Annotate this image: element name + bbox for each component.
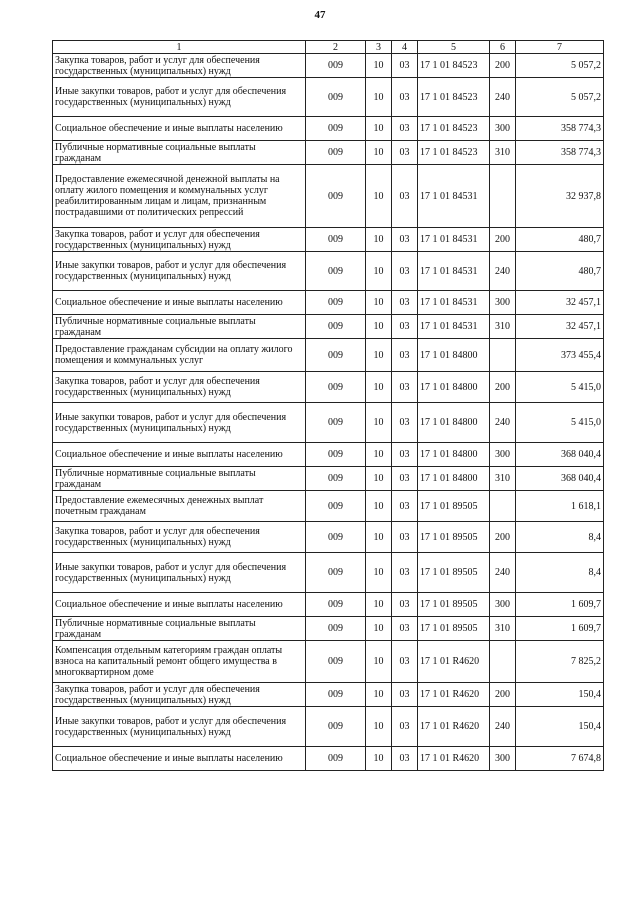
table-row [53,707,604,747]
row-subsection-cell: 03 [392,553,418,593]
row-section-cell: 10 [366,467,392,491]
row-section-cell: 10 [366,403,392,443]
row-target-cell: 17 1 01 84523 [418,54,490,78]
row-section-cell: 10 [366,747,392,771]
row-name-cell: Социальное обеспечение и иные выплаты населению [53,747,306,771]
row-subsection-cell: 03 [392,339,418,372]
header-col-3: 3 [366,41,392,54]
row-type-cell [490,165,516,228]
page-number: 47 [314,9,326,21]
row-target-cell: 17 1 01 89505 [418,593,490,617]
row-name-cell: Иные закупки товаров, работ и услуг для обеспечения государственных (муниципальных) нужд [53,553,306,593]
header-col-4: 4 [392,41,418,54]
table-row [53,553,604,593]
table-row [53,372,604,403]
row-section-cell: 10 [366,252,392,291]
row-target-cell: 17 1 01 84531 [418,165,490,228]
row-subsection-cell: 03 [392,141,418,165]
row-code-cell: 009 [306,78,366,117]
row-type-cell: 300 [490,443,516,467]
row-name-cell: Иные закупки товаров, работ и услуг для обеспечения государственных (муниципальных) нужд [53,252,306,291]
row-section-cell: 10 [366,707,392,747]
header-col-1: 1 [53,41,306,54]
row-type-cell: 240 [490,707,516,747]
row-target-cell: 17 1 01 84800 [418,372,490,403]
row-section-cell: 10 [366,141,392,165]
row-type-cell: 300 [490,593,516,617]
row-amount-cell: 480,7 [516,228,604,252]
row-amount-cell: 5 415,0 [516,403,604,443]
row-section-cell: 10 [366,593,392,617]
row-subsection-cell: 03 [392,593,418,617]
row-amount-cell: 358 774,3 [516,141,604,165]
table-row [53,339,604,372]
row-amount-cell: 1 609,7 [516,617,604,641]
table-row [53,747,604,771]
row-amount-cell: 7 825,2 [516,641,604,683]
table-row [53,165,604,228]
row-name-cell: Закупка товаров, работ и услуг для обеспечения государственных (муниципальных) нужд [53,54,306,78]
row-name-cell: Закупка товаров, работ и услуг для обеспечения государственных (муниципальных) нужд [53,522,306,553]
row-code-cell: 009 [306,339,366,372]
row-amount-cell: 358 774,3 [516,117,604,141]
row-name-cell: Компенсация отдельным категориям граждан оплаты взноса на капитальный ремонт общего имущества в многоквартирном доме [53,641,306,683]
row-section-cell: 10 [366,228,392,252]
row-subsection-cell: 03 [392,522,418,553]
table-row [53,443,604,467]
row-target-cell: 17 1 01 R4620 [418,707,490,747]
row-target-cell: 17 1 01 89505 [418,491,490,522]
row-amount-cell: 368 040,4 [516,467,604,491]
header-col-7: 7 [516,41,604,54]
row-subsection-cell: 03 [392,291,418,315]
row-code-cell: 009 [306,228,366,252]
row-target-cell: 17 1 01 84523 [418,117,490,141]
row-subsection-cell: 03 [392,491,418,522]
row-target-cell: 17 1 01 84523 [418,78,490,117]
row-code-cell: 009 [306,593,366,617]
row-section-cell: 10 [366,617,392,641]
row-subsection-cell: 03 [392,54,418,78]
row-target-cell: 17 1 01 89505 [418,522,490,553]
row-name-cell: Публичные нормативные социальные выплаты гражданам [53,617,306,641]
row-code-cell: 009 [306,54,366,78]
row-name-cell: Социальное обеспечение и иные выплаты населению [53,291,306,315]
row-amount-cell: 8,4 [516,553,604,593]
table-row [53,467,604,491]
table-row [53,491,604,522]
row-target-cell: 17 1 01 84531 [418,291,490,315]
row-section-cell: 10 [366,641,392,683]
header-col-6: 6 [490,41,516,54]
row-subsection-cell: 03 [392,165,418,228]
table-row [53,617,604,641]
table-row [53,683,604,707]
row-type-cell: 200 [490,54,516,78]
table-row [53,403,604,443]
row-target-cell: 17 1 01 R4620 [418,683,490,707]
row-amount-cell: 1 618,1 [516,491,604,522]
row-section-cell: 10 [366,443,392,467]
row-subsection-cell: 03 [392,443,418,467]
row-code-cell: 009 [306,467,366,491]
row-subsection-cell: 03 [392,117,418,141]
row-type-cell: 310 [490,617,516,641]
table-row [53,252,604,291]
row-code-cell: 009 [306,443,366,467]
row-type-cell: 240 [490,553,516,593]
row-subsection-cell: 03 [392,78,418,117]
row-type-cell: 310 [490,467,516,491]
row-code-cell: 009 [306,617,366,641]
table-row [53,54,604,78]
row-name-cell: Закупка товаров, работ и услуг для обеспечения государственных (муниципальных) нужд [53,372,306,403]
row-amount-cell: 8,4 [516,522,604,553]
row-section-cell: 10 [366,165,392,228]
row-name-cell: Закупка товаров, работ и услуг для обеспечения государственных (муниципальных) нужд [53,228,306,252]
row-name-cell: Закупка товаров, работ и услуг для обеспечения государственных (муниципальных) нужд [53,683,306,707]
row-subsection-cell: 03 [392,252,418,291]
row-name-cell: Публичные нормативные социальные выплаты гражданам [53,467,306,491]
row-target-cell: 17 1 01 R4620 [418,641,490,683]
header-col-2: 2 [306,41,366,54]
row-amount-cell: 5 415,0 [516,372,604,403]
row-type-cell: 240 [490,252,516,291]
row-amount-cell: 32 457,1 [516,291,604,315]
row-code-cell: 009 [306,165,366,228]
row-target-cell: 17 1 01 89505 [418,617,490,641]
row-subsection-cell: 03 [392,683,418,707]
row-target-cell: 17 1 01 84531 [418,315,490,339]
row-type-cell: 200 [490,228,516,252]
row-type-cell: 310 [490,315,516,339]
row-target-cell: 17 1 01 R4620 [418,747,490,771]
row-section-cell: 10 [366,54,392,78]
row-amount-cell: 480,7 [516,252,604,291]
row-section-cell: 10 [366,553,392,593]
header-col-5: 5 [418,41,490,54]
row-amount-cell: 5 057,2 [516,78,604,117]
row-type-cell: 310 [490,141,516,165]
row-section-cell: 10 [366,315,392,339]
row-name-cell: Социальное обеспечение и иные выплаты населению [53,593,306,617]
row-type-cell [490,491,516,522]
row-code-cell: 009 [306,641,366,683]
row-code-cell: 009 [306,747,366,771]
row-amount-cell: 32 457,1 [516,315,604,339]
row-type-cell: 200 [490,683,516,707]
row-subsection-cell: 03 [392,467,418,491]
row-subsection-cell: 03 [392,403,418,443]
row-subsection-cell: 03 [392,617,418,641]
table-row [53,522,604,553]
row-target-cell: 17 1 01 84800 [418,403,490,443]
row-subsection-cell: 03 [392,228,418,252]
row-name-cell: Иные закупки товаров, работ и услуг для обеспечения государственных (муниципальных) нужд [53,707,306,747]
row-type-cell: 200 [490,372,516,403]
row-section-cell: 10 [366,522,392,553]
row-target-cell: 17 1 01 89505 [418,553,490,593]
row-amount-cell: 150,4 [516,683,604,707]
table-row [53,641,604,683]
row-subsection-cell: 03 [392,641,418,683]
row-code-cell: 009 [306,707,366,747]
row-section-cell: 10 [366,339,392,372]
header-row [53,41,604,54]
row-name-cell: Социальное обеспечение и иные выплаты населению [53,117,306,141]
row-target-cell: 17 1 01 84531 [418,252,490,291]
table-row [53,141,604,165]
row-section-cell: 10 [366,683,392,707]
table-row [53,291,604,315]
row-type-cell: 240 [490,78,516,117]
table-row [53,117,604,141]
row-amount-cell: 150,4 [516,707,604,747]
row-code-cell: 009 [306,141,366,165]
table-row [53,228,604,252]
row-name-cell: Предоставление гражданам субсидии на оплату жилого помещения и коммунальных услуг [53,339,306,372]
row-name-cell: Публичные нормативные социальные выплаты гражданам [53,315,306,339]
row-name-cell: Публичные нормативные социальные выплаты гражданам [53,141,306,165]
table-row [53,593,604,617]
row-code-cell: 009 [306,372,366,403]
row-amount-cell: 5 057,2 [516,54,604,78]
row-name-cell: Предоставление ежемесячной денежной выплаты на оплату жилого помещения и коммунальных услуг реабилитированным лицам и лицам, признанным пострадавшими от политических репрессий [53,165,306,228]
row-name-cell: Иные закупки товаров, работ и услуг для обеспечения государственных (муниципальных) нужд [53,78,306,117]
row-subsection-cell: 03 [392,372,418,403]
row-type-cell: 240 [490,403,516,443]
row-target-cell: 17 1 01 84531 [418,228,490,252]
table-row [53,78,604,117]
budget-table [52,40,604,771]
row-code-cell: 009 [306,553,366,593]
row-type-cell: 300 [490,291,516,315]
row-amount-cell: 368 040,4 [516,443,604,467]
row-code-cell: 009 [306,683,366,707]
row-type-cell: 200 [490,522,516,553]
row-target-cell: 17 1 01 84800 [418,467,490,491]
row-amount-cell: 373 455,4 [516,339,604,372]
row-section-cell: 10 [366,117,392,141]
row-type-cell [490,641,516,683]
row-amount-cell: 32 937,8 [516,165,604,228]
row-section-cell: 10 [366,291,392,315]
row-target-cell: 17 1 01 84800 [418,443,490,467]
row-code-cell: 009 [306,522,366,553]
row-subsection-cell: 03 [392,315,418,339]
row-name-cell: Социальное обеспечение и иные выплаты населению [53,443,306,467]
row-section-cell: 10 [366,78,392,117]
row-type-cell: 300 [490,747,516,771]
row-target-cell: 17 1 01 84523 [418,141,490,165]
row-section-cell: 10 [366,491,392,522]
row-code-cell: 009 [306,403,366,443]
row-type-cell [490,339,516,372]
row-amount-cell: 1 609,7 [516,593,604,617]
row-code-cell: 009 [306,491,366,522]
row-code-cell: 009 [306,252,366,291]
table-body [53,54,604,771]
row-code-cell: 009 [306,291,366,315]
row-name-cell: Предоставление ежемесячных денежных выплат почетным гражданам [53,491,306,522]
row-section-cell: 10 [366,372,392,403]
row-amount-cell: 7 674,8 [516,747,604,771]
row-code-cell: 009 [306,117,366,141]
table-row [53,315,604,339]
row-target-cell: 17 1 01 84800 [418,339,490,372]
row-subsection-cell: 03 [392,707,418,747]
row-subsection-cell: 03 [392,747,418,771]
row-name-cell: Иные закупки товаров, работ и услуг для обеспечения государственных (муниципальных) нужд [53,403,306,443]
row-code-cell: 009 [306,315,366,339]
row-type-cell: 300 [490,117,516,141]
